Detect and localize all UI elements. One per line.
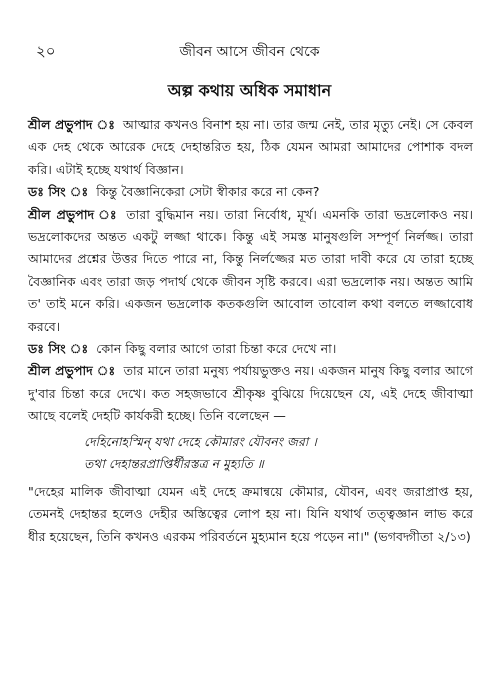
speaker-name: ডঃ সিং: [28, 184, 66, 200]
verse-line: দেহিনোহস্মিন্ যথা দেহে কৌমারং যৌবনং জরা ।: [84, 433, 317, 449]
speaker-name: ডঃ সিং: [28, 341, 66, 357]
dialogue-paragraph: [28, 181, 473, 203]
dialogue-text: আত্মার কখনও বিনাশ হয় না। তার জন্ম নেই, তার মৃত্যু নেই। সে কেবল এক দেহ থেকে আরেক দেহে দেহান্তরিত হয়, ঠিক যেমন আমরা আমাদের পোশাক বদল করি। এটাই হচ্ছে যথার্থ বিজ্ঞান।: [28, 117, 473, 177]
page-number: ২০: [36, 42, 56, 60]
page-body: [28, 114, 473, 548]
speaker-separator: ঃ: [98, 206, 117, 222]
section-title: অল্প কথায় অধিক সমাধান: [167, 81, 332, 100]
sanskrit-verse: [28, 431, 473, 475]
page-header: [36, 40, 463, 62]
dialogue-paragraph: [28, 114, 473, 181]
dialogue-paragraph: [28, 338, 473, 360]
dialogue-paragraph: [28, 360, 473, 427]
dialogue-text: তার মানে তারা মনুষ্য পর্যায়ভুক্তও নয়। একজন মানুষ কিছু বলার আগে দু'বার চিন্তা করে দেখে। কত সহজভাবে শ্রীকৃষ্ণ বুঝিয়ে দিয়েছেন যে, এই দেহে জীবাত্মা আছে বলেই দেহটি কার্যকরী হচ্ছে। তিনি বলেছেন —: [28, 363, 473, 424]
running-title: জীবন আসে জীবন থেকে: [179, 44, 320, 60]
speaker-separator: ঃ: [96, 363, 116, 379]
verse-line: তথা দেহান্তরপ্রাপ্তির্ধীরস্তত্র ন মুহ্যতি ॥: [84, 455, 264, 471]
dialogue-paragraph: [28, 204, 473, 338]
dialogue-text: তারা বুদ্ধিমান নয়। তারা নির্বোধ, মূর্খ। এমনকি তারা ভদ্রলোকও নয়। ভদ্রলোকদের অন্তত একটু লজ্জা থাকে। কিন্তু এই সমস্ত মানুষগুলি সম্পূর্ণ নির্লজ্জ। তারা আমাদের প্রশ্নের উত্তর দিতে পারে না, কিন্তু নির্লজ্জের মত তারা দাবী করে যে তারা হচ্ছে বৈজ্ঞানিক এবং তারা জড় পদার্থ থেকে জীবন সৃষ্টি করবে। এরা ভদ্রলোক নয়। অন্তত আমি ত' তাই মনে করি। একজন ভদ্রলোক কতকগুলি আবোল তাবোল কথা বলতে লজ্জাবোধ করবে।: [28, 206, 473, 334]
speaker-separator: ঃ: [69, 184, 89, 200]
speaker-name: শ্রীল প্রভুপাদ: [28, 206, 95, 222]
speaker-name: শ্রীল প্রভুপাদ: [28, 117, 93, 132]
verse-translation: "দেহের মালিক জীবাত্মা যেমন এই দেহে ক্রমান্বয়ে কৌমার, যৌবন, এবং জরাপ্রাপ্ত হয়, তেমনই দেহান্তর হলেও দেহীর অস্তিত্বের লোপ হয় না। যিনি যথার্থ তত্ত্বজ্ঞান লাভ করে ধীর হয়েছেন, তিনি কখনও এরকম পরিবর্তনে মুহ্যমান হয়ে পড়েন না।" (ভগবদ্গীতা ২/১৩): [28, 483, 473, 544]
speaker-separator: ঃ: [96, 117, 115, 132]
speaker-name: শ্রীল প্রভুপাদ: [28, 363, 93, 379]
speaker-separator: ঃ: [69, 341, 89, 357]
dialogue-text: কোন কিছু বলার আগে তারা চিন্তা করে দেখে না।: [96, 341, 337, 357]
dialogue-text: কিন্তু বৈজ্ঞানিকেরা সেটা স্বীকার করে না কেন?: [96, 184, 320, 200]
